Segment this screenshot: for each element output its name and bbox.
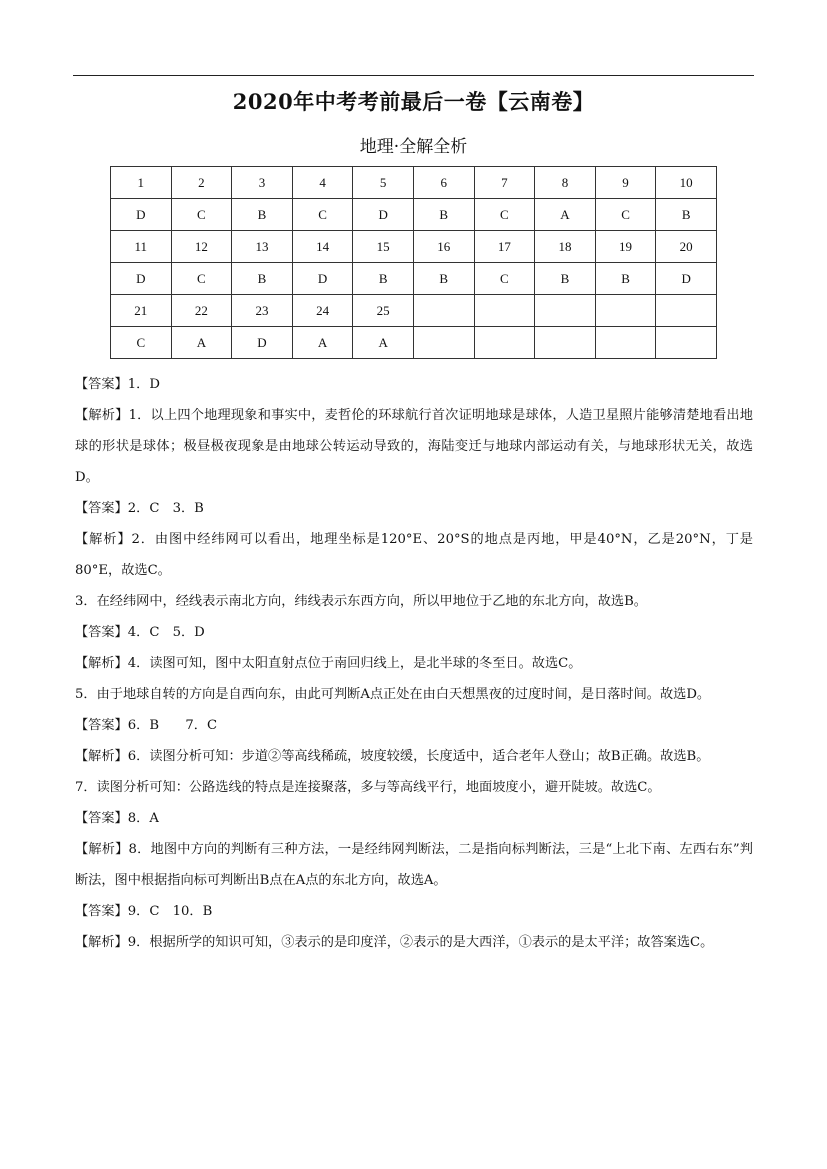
question-number-cell: 15 <box>353 231 414 263</box>
answer-cell: B <box>232 199 293 231</box>
answer-line: 【答案】8．A <box>75 811 159 826</box>
question-number-cell: 21 <box>111 295 172 327</box>
question-number-cell <box>535 295 596 327</box>
analysis-paragraph: 【解析】1．以上四个地理现象和事实中，麦哲伦的环球航行首次证明地球是球体，人造卫星照片能够清楚地看出地球的形状是球体；极昼极夜现象是由地球公转运动导致的，海陆变迁与地球内部运动有关，与地球形状无关，故选D。 <box>75 408 753 485</box>
answer-cell: D <box>292 263 353 295</box>
question-number-cell: 19 <box>595 231 656 263</box>
question-number-cell: 11 <box>111 231 172 263</box>
question-number-cell: 17 <box>474 231 535 263</box>
analysis-paragraph: 【解析】8．地图中方向的判断有三种方法，一是经纬网判断法，二是指向标判断法，三是“上北下南、左西右东”判断法，图中根据指向标可判断出B点在A点的东北方向，故选A。 <box>75 842 753 888</box>
question-number-cell: 7 <box>474 167 535 199</box>
answer-line: 【答案】9．C 10．B <box>75 904 213 919</box>
page-subtitle: 地理·全解全析 <box>359 137 468 157</box>
answer-line: 【答案】6．B 7．C <box>75 718 218 733</box>
answer-line: 【答案】2．C 3．B <box>75 501 204 516</box>
question-number-cell: 3 <box>232 167 293 199</box>
answer-cell: C <box>474 263 535 295</box>
question-number-cell: 1 <box>111 167 172 199</box>
answer-cell: A <box>353 327 414 359</box>
question-number-cell <box>656 295 717 327</box>
question-number-cell: 20 <box>656 231 717 263</box>
question-number-cell: 9 <box>595 167 656 199</box>
question-number-cell: 16 <box>413 231 474 263</box>
analysis-paragraph: 7．读图分析可知：公路选线的特点是连接聚落，多与等高线平行，地面坡度小，避开陡坡。故选C。 <box>75 780 661 795</box>
question-number-row <box>111 231 717 263</box>
question-number-cell: 2 <box>171 167 232 199</box>
answer-cell: D <box>656 263 717 295</box>
question-number-row <box>111 167 717 199</box>
question-number-cell <box>474 295 535 327</box>
explanations <box>75 369 753 958</box>
answer-cell <box>595 327 656 359</box>
answer-table <box>110 166 717 359</box>
answer-cell: B <box>353 263 414 295</box>
question-number-cell: 5 <box>353 167 414 199</box>
analysis-paragraph: 【解析】6．读图分析可知：步道②等高线稀疏，坡度较缓，长度适中，适合老年人登山；故B正确。故选B。 <box>75 749 710 764</box>
question-number-cell <box>595 295 656 327</box>
answer-cell <box>474 327 535 359</box>
question-number-cell: 6 <box>413 167 474 199</box>
answer-cell: A <box>292 327 353 359</box>
answer-cell: C <box>474 199 535 231</box>
question-number-cell: 23 <box>232 295 293 327</box>
answer-cell: C <box>171 199 232 231</box>
question-number-cell: 4 <box>292 167 353 199</box>
question-number-cell: 18 <box>535 231 596 263</box>
answer-cell: A <box>535 199 596 231</box>
page-title: 2020年中考考前最后一卷【云南卷】 <box>232 89 595 114</box>
answer-cell: C <box>171 263 232 295</box>
question-number-cell: 13 <box>232 231 293 263</box>
question-number-cell: 14 <box>292 231 353 263</box>
answer-cell <box>413 327 474 359</box>
answer-cell: B <box>656 199 717 231</box>
answer-cell <box>656 327 717 359</box>
answer-cell: D <box>353 199 414 231</box>
answer-cell: B <box>232 263 293 295</box>
question-number-cell: 25 <box>353 295 414 327</box>
question-number-cell: 24 <box>292 295 353 327</box>
answer-cell: B <box>413 263 474 295</box>
analysis-paragraph: 3．在经纬网中，经线表示南北方向，纬线表示东西方向，所以甲地位于乙地的东北方向，故选B。 <box>75 594 647 609</box>
answer-cell: C <box>292 199 353 231</box>
header-rule <box>73 75 754 76</box>
analysis-paragraph: 【解析】9．根据所学的知识可知，③表示的是印度洋，②表示的是大西洋，①表示的是太平洋；故答案选C。 <box>75 935 714 950</box>
analysis-paragraph: 【解析】2．由图中经纬网可以看出，地理坐标是120°E、20°S的地点是丙地，甲是40°N，乙是20°N，丁是80°E，故选C。 <box>75 532 753 578</box>
answer-cell: C <box>595 199 656 231</box>
question-number-row <box>111 295 717 327</box>
question-number-cell: 10 <box>656 167 717 199</box>
question-number-cell: 22 <box>171 295 232 327</box>
answer-row <box>111 199 717 231</box>
answer-cell: D <box>111 263 172 295</box>
answer-cell <box>535 327 596 359</box>
analysis-paragraph: 【解析】4．读图可知，图中太阳直射点位于南回归线上，是北半球的冬至日。故选C。 <box>75 656 582 671</box>
answer-cell: B <box>413 199 474 231</box>
answer-cell: C <box>111 327 172 359</box>
question-number-cell <box>413 295 474 327</box>
answer-row <box>111 263 717 295</box>
answer-line: 【答案】4．C 5．D <box>75 625 205 640</box>
answer-cell: B <box>535 263 596 295</box>
answer-cell: D <box>111 199 172 231</box>
analysis-paragraph: 5．由于地球自转的方向是自西向东，由此可判断A点正处在由白天想黑夜的过度时间，是日落时间。故选D。 <box>75 687 711 702</box>
answer-cell: B <box>595 263 656 295</box>
answer-line: 【答案】1．D <box>75 377 160 392</box>
answer-row <box>111 327 717 359</box>
question-number-cell: 12 <box>171 231 232 263</box>
question-number-cell: 8 <box>535 167 596 199</box>
answer-cell: A <box>171 327 232 359</box>
answer-cell: D <box>232 327 293 359</box>
